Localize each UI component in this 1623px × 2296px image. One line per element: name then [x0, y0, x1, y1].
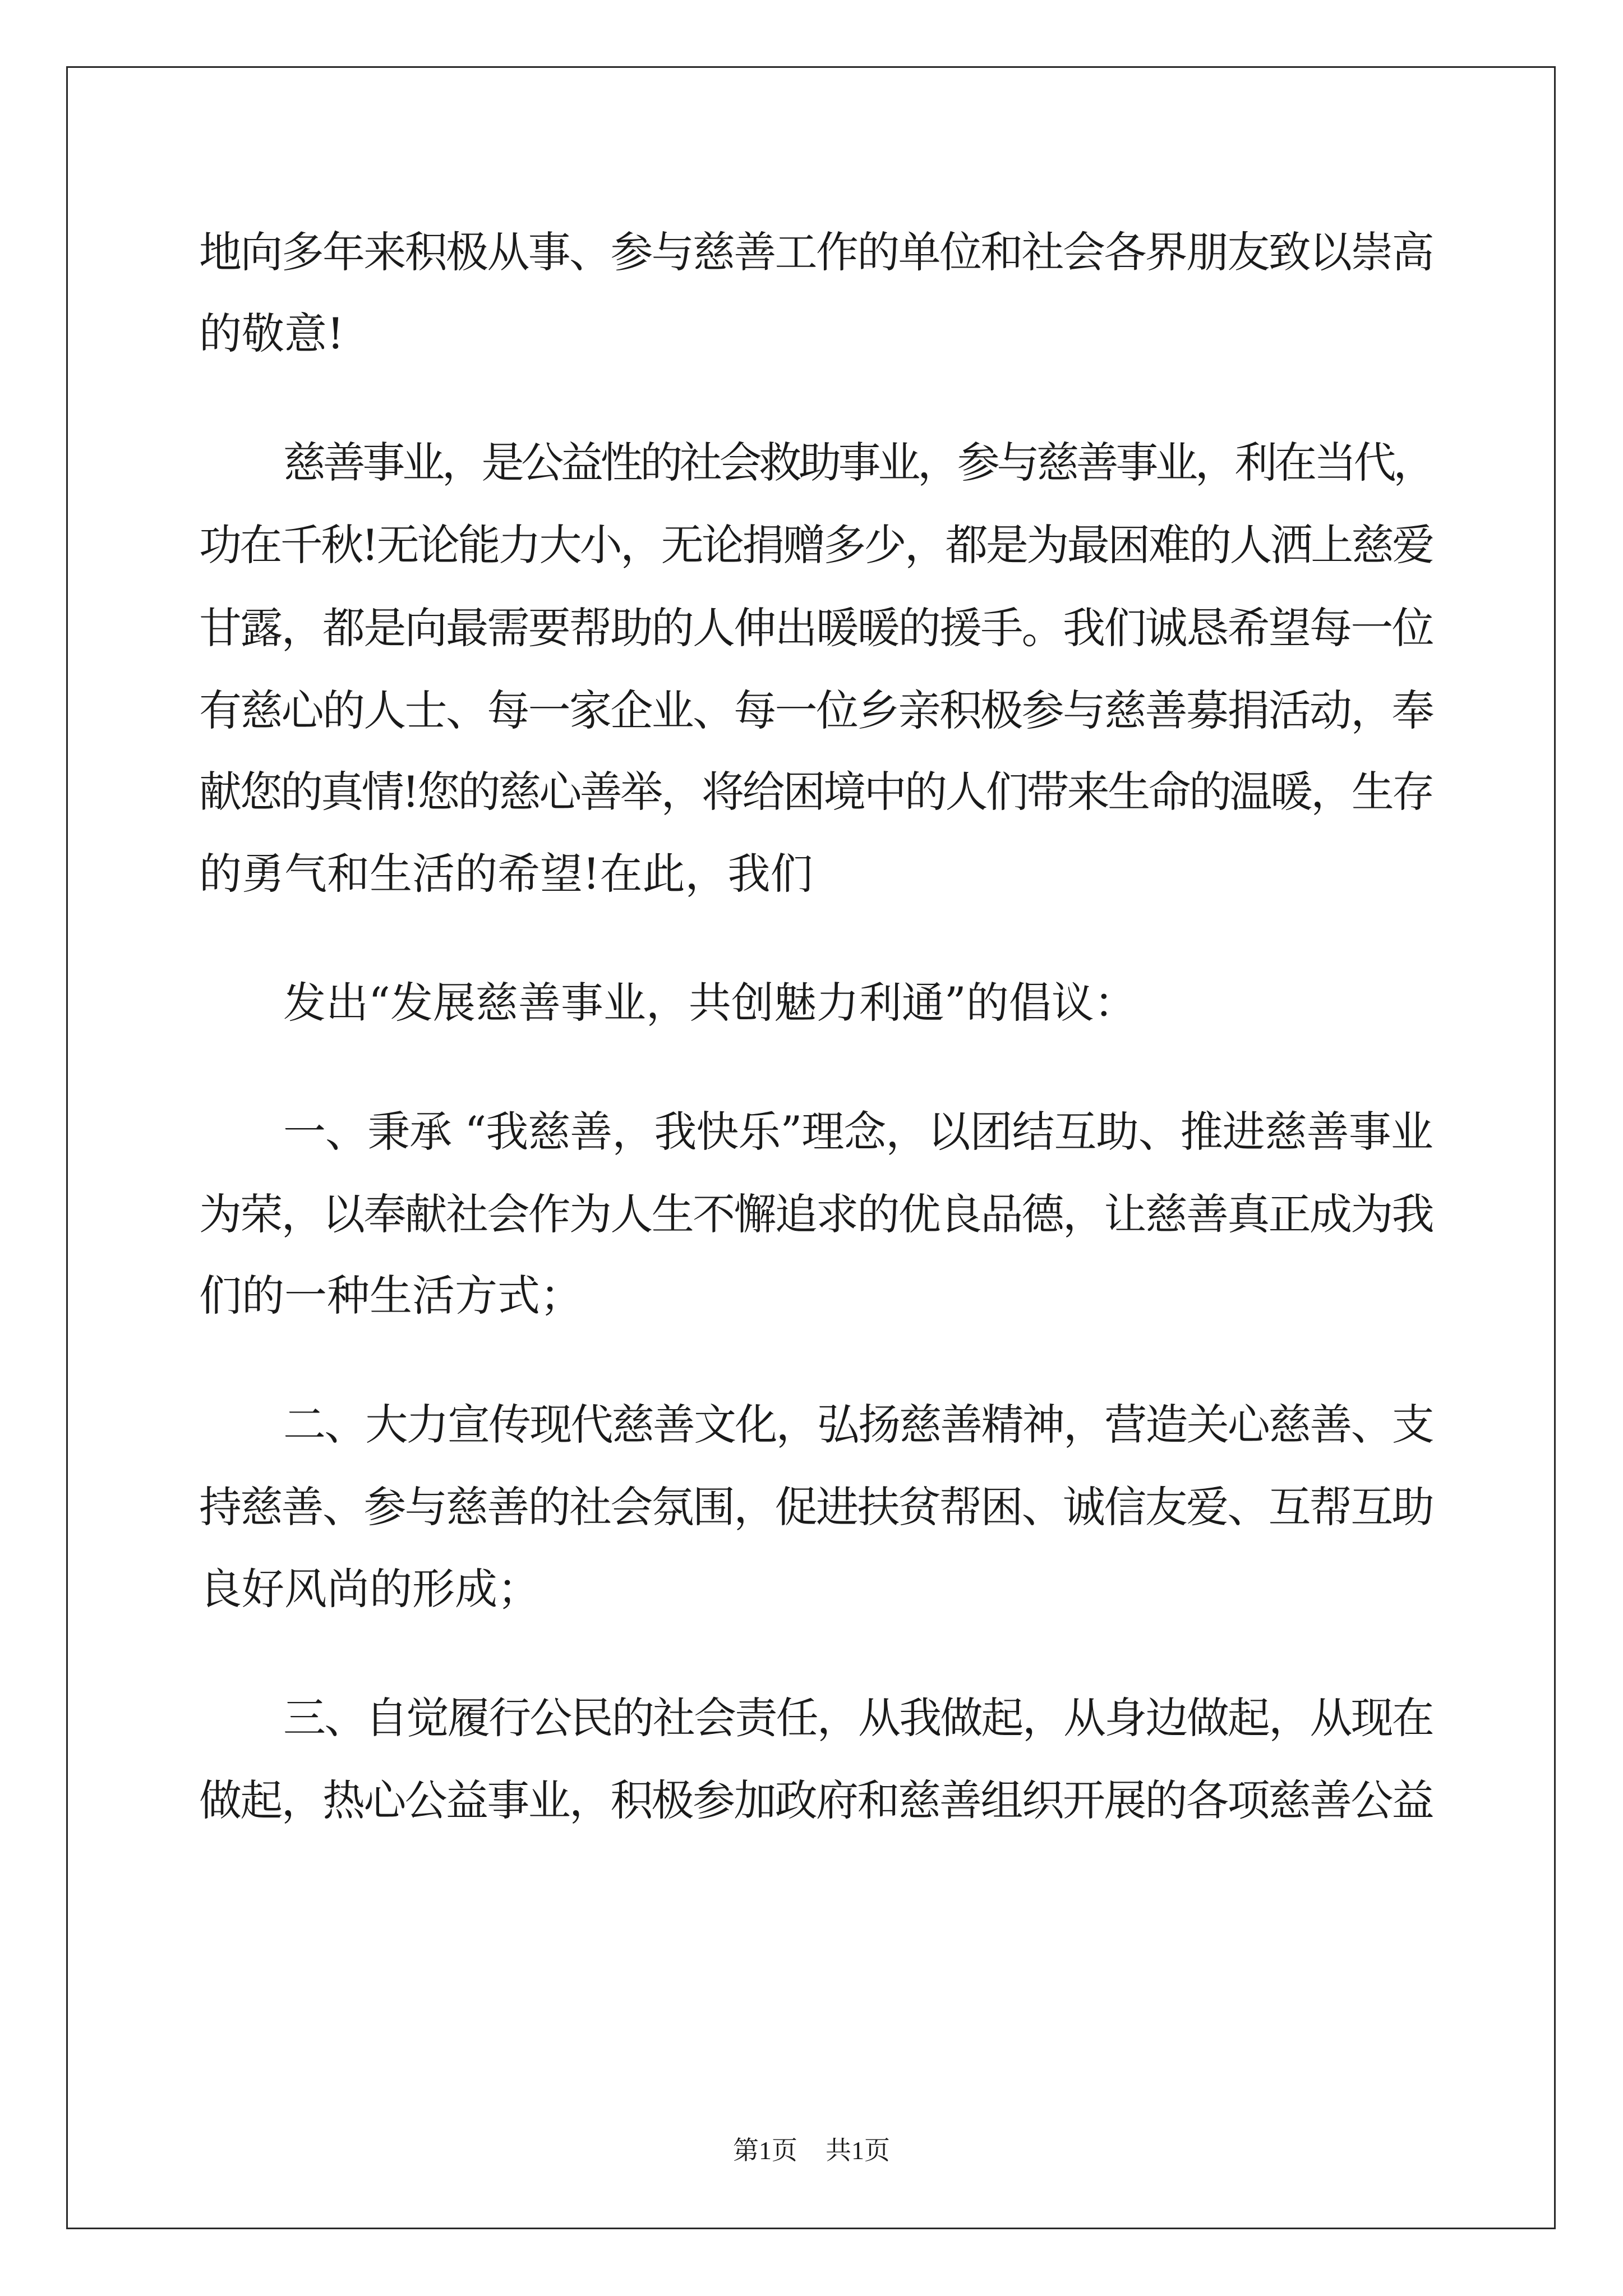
text-line: 良好风尚的形成； [199, 1564, 540, 1614]
text-line: 慈善事业，是公益性的社会救助事业，参与慈善事业，利在当代， [283, 438, 1433, 487]
text-line: 有慈心的人士、每一家企业、每一位乡亲积极参与慈善募捐活动，奉 [199, 685, 1433, 735]
text-line: 功在千秋!无论能力大小，无论捐赠多少，都是为最困难的人洒上慈爱 [199, 520, 1433, 570]
text-line: 一、秉承 “我慈善，我快乐”理念，以团结互助、推进慈善事业 [283, 1107, 1433, 1157]
text-line: 持慈善、参与慈善的社会氛围，促进扶贫帮困、诚信友爱、互帮互助 [199, 1482, 1433, 1532]
text-line: 献您的真情!您的慈心善举，将给困境中的人们带来生命的温暖，生存 [199, 767, 1433, 817]
text-line: 地向多年来积极从事、参与慈善工作的单位和社会各界朋友致以崇高 [199, 227, 1433, 277]
page-number-current: 第1页 [733, 2136, 797, 2165]
text-line: 做起，热心公益事业，积极参加政府和慈善组织开展的各项慈善公益 [199, 1775, 1433, 1825]
text-line: 三、自觉履行公民的社会责任，从我做起，从身边做起，从现在 [283, 1693, 1433, 1743]
text-line: 发出“发展慈善事业，共创魅力利通”的倡议： [283, 978, 1137, 1028]
text-line: 甘露，都是向最需要帮助的人伸出暖暖的援手。我们诚恳希望每一位 [199, 603, 1433, 653]
text-line: 们的一种生活方式； [199, 1271, 583, 1320]
text-line: 的敬意! [199, 309, 344, 358]
text-line: 为荣，以奉献社会作为人生不懈追求的优良品德，让慈善真正成为我 [199, 1189, 1433, 1239]
page-number-total: 共1页 [826, 2136, 890, 2165]
text-line: 二、大力宣传现代慈善文化，弘扬慈善精神，营造关心慈善、支 [283, 1400, 1433, 1450]
text-line: 的勇气和生活的希望!在此，我们 [199, 849, 813, 899]
page-footer [0, 2135, 1623, 2166]
